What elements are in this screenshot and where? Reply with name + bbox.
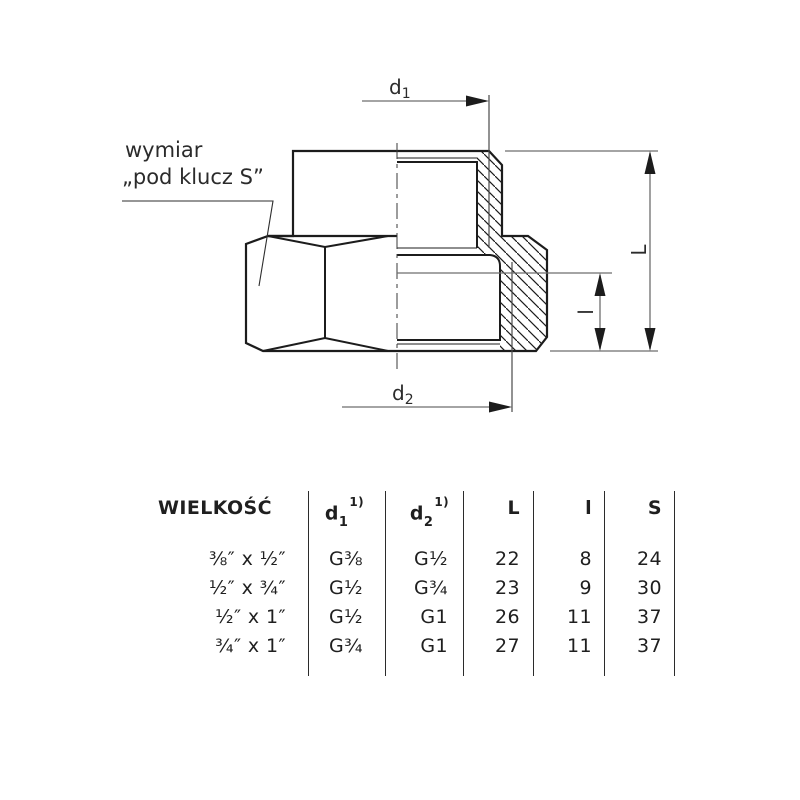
table-header-gap — [464, 525, 533, 545]
table-cell: 24 — [637, 548, 662, 570]
column-d2 — [385, 491, 463, 676]
table-cell: 8 — [579, 548, 592, 570]
step-face-and-lower-bore-wall — [397, 255, 500, 340]
table-cell: 37 — [637, 635, 662, 657]
L-arrowhead-top — [645, 151, 656, 174]
column-L — [463, 491, 533, 676]
column-S — [604, 491, 675, 676]
table-cell: 11 — [567, 606, 592, 628]
l-arrowhead-top — [595, 273, 606, 296]
table-cell: 11 — [567, 635, 592, 657]
column-header-l: l — [585, 497, 592, 519]
L-label: L — [627, 244, 651, 256]
hex-bottom-chamfer — [263, 338, 388, 351]
column-header-L: L — [507, 497, 520, 519]
table-cell: G¾ — [329, 635, 363, 657]
table-cell: ½″ x 1″ — [215, 606, 286, 628]
table-cell: 37 — [637, 606, 662, 628]
table-cell: ½″ x ¾″ — [208, 577, 286, 599]
L-arrowhead-bottom — [645, 328, 656, 351]
table-cell: G1 — [420, 606, 448, 628]
column-header-wielkosc: WIELKOŚĆ — [158, 497, 272, 519]
column-l — [533, 491, 604, 676]
table-header-gap — [534, 525, 604, 545]
column-header-d2: $d_2^{1)}$ — [409, 495, 449, 531]
l-label: l — [574, 309, 598, 315]
d1-label: $d_1$ — [389, 75, 411, 102]
table-cell: 9 — [579, 577, 592, 599]
d2-label: $d_2$ — [392, 381, 414, 408]
table-cell: 30 — [637, 577, 662, 599]
upper-bore-wall — [397, 162, 477, 248]
table-cell: 22 — [495, 548, 520, 570]
table-cell: G1 — [420, 635, 448, 657]
table-header-gap — [605, 525, 674, 545]
d2-arrowhead — [489, 402, 512, 413]
table-cell: G¾ — [414, 577, 448, 599]
column-header-d1: $d_1^{1)}$ — [324, 495, 364, 531]
hex-top-chamfer — [268, 236, 388, 247]
note-line2: „pod klucz S” — [122, 165, 264, 189]
column-d1 — [308, 491, 385, 676]
table-header-gap — [150, 525, 308, 545]
table-cell: G½ — [329, 577, 363, 599]
column-wielkosc — [150, 491, 308, 676]
table-cell: 26 — [495, 606, 520, 628]
table-cell: ⅜″ x ½″ — [208, 548, 286, 570]
table-cell: ¾″ x 1″ — [215, 635, 286, 657]
column-header-S: S — [647, 497, 662, 519]
table-cell: G½ — [414, 548, 448, 570]
table-cell: G½ — [329, 606, 363, 628]
table-cell: 27 — [495, 635, 520, 657]
dimensions-table — [150, 491, 675, 676]
table-cell: G⅜ — [329, 548, 363, 570]
note-line1: wymiar — [125, 138, 203, 162]
d1-arrowhead — [466, 96, 489, 107]
l-arrowhead-bottom — [595, 328, 606, 351]
table-cell: 23 — [495, 577, 520, 599]
